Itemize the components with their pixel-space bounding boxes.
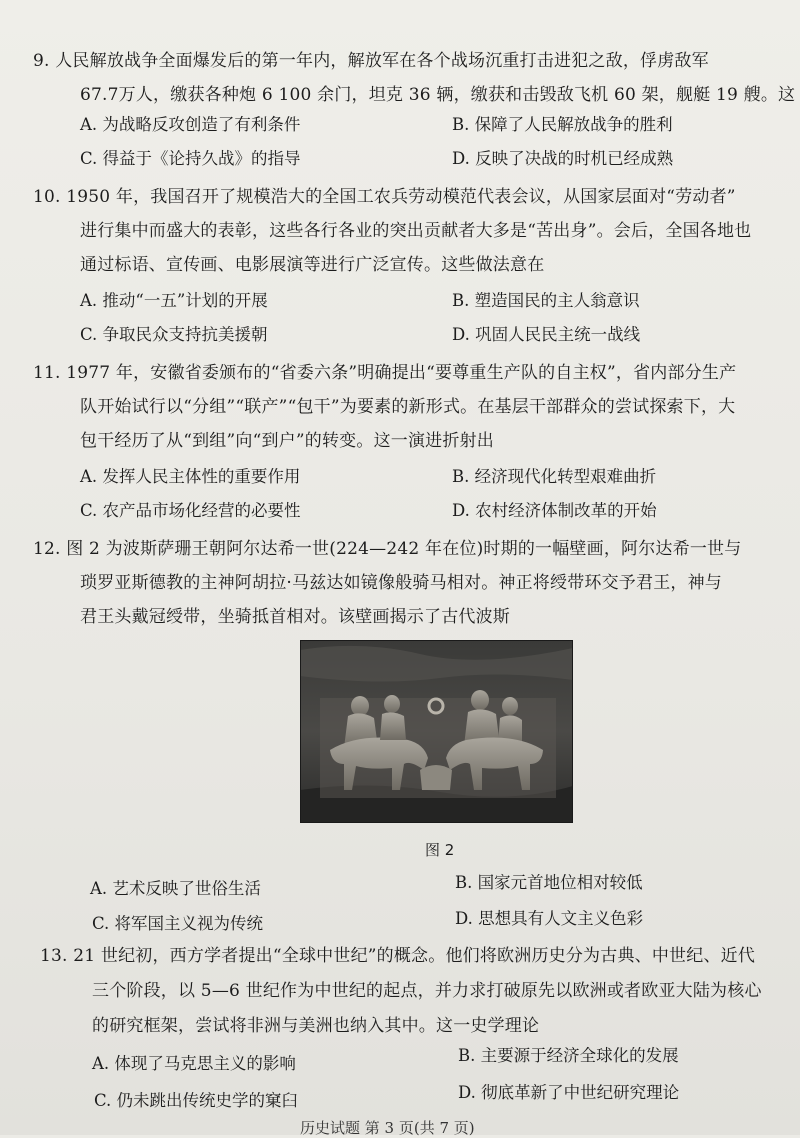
question-10-option-c: C. 争取民众支持抗美援朝: [80, 325, 268, 344]
question-10-line-1: 10. 1950 年，我国召开了规模浩大的全国工农兵劳动模范代表会议，从国家层面对“劳动者”: [33, 187, 736, 207]
question-13-line-2: 三个阶段，以 5—6 世纪作为中世纪的起点，并力求打破原先以欧洲或者欧亚大陆为核心: [92, 981, 762, 1001]
question-12-option-a: A. 艺术反映了世俗生活: [90, 879, 261, 898]
question-9-option-b: B. 保障了人民解放战争的胜利: [452, 115, 673, 134]
question-10-line-3: 通过标语、宣传画、电影展演等进行广泛宣传。这些做法意在: [80, 255, 545, 275]
question-11-option-b: B. 经济现代化转型艰难曲折: [452, 467, 657, 486]
question-13-option-a: A. 体现了马克思主义的影响: [92, 1054, 296, 1073]
question-13-option-d: D. 彻底革新了中世纪研究理论: [458, 1083, 680, 1102]
question-11-line-1: 11. 1977 年，安徽省委颁布的“省委六条”明确提出“要尊重生产队的自主权”，省内部分生产: [33, 363, 737, 383]
question-10-option-b: B. 塑造国民的主人翁意识: [452, 291, 640, 310]
question-13-option-b: B. 主要源于经济全球化的发展: [458, 1046, 679, 1065]
question-11-line-3: 包干经历了从“到组”向“到户”的转变。这一演进折射出: [80, 431, 494, 451]
question-11-option-c: C. 农产品市场化经营的必要性: [80, 501, 301, 520]
question-10-option-a: A. 推动“一五”计划的开展: [80, 291, 268, 310]
relief-figure-drawing: [300, 640, 573, 823]
question-13-option-c: C. 仍未跳出传统史学的窠臼: [94, 1091, 299, 1110]
question-12-line-1: 12. 图 2 为波斯萨珊王朝阿尔达希一世(224—242 年在位)时期的一幅壁画，阿尔达希一世与: [33, 539, 742, 559]
question-12-line-2: 琐罗亚斯德教的主神阿胡拉·马兹达如镜像般骑马相对。神正将绶带环交予君王，神与: [80, 573, 723, 593]
question-9-line-2: 67.7万人，缴获各种炮 6 100 余门，坦克 36 辆，缴获和击毁敌飞机 60 架，舰艇 19 艘。这: [80, 85, 796, 105]
question-12-option-c: C. 将军国主义视为传统: [92, 914, 264, 933]
figure-caption: 图 2: [425, 841, 455, 859]
question-13-line-3: 的研究框架，尝试将非洲与美洲也纳入其中。这一史学理论: [92, 1016, 540, 1036]
question-11-option-a: A. 发挥人民主体性的重要作用: [80, 467, 301, 486]
question-11-line-2: 队开始试行以“分组”“联产”“包干”为要素的新形式。在基层干部群众的尝试探索下，大: [80, 397, 736, 417]
page-footer: 历史试题 第 3 页(共 7 页): [300, 1119, 475, 1137]
question-9-option-c: C. 得益于《论持久战》的指导: [80, 149, 301, 168]
question-12-option-d: D. 思想具有人文主义色彩: [455, 909, 644, 928]
question-13-line-1: 13. 21 世纪初，西方学者提出“全球中世纪”的概念。他们将欧洲历史分为古典、中世纪、近代: [40, 946, 756, 966]
question-12-line-3: 君王头戴冠绶带，坐骑抵首相对。该壁画揭示了古代波斯: [80, 607, 510, 627]
question-10-line-2: 进行集中而盛大的表彰，这些各行各业的突出贡献者大多是“苦出身”。会后，全国各地也: [80, 221, 752, 241]
question-9-option-d: D. 反映了决战的时机已经成熟: [452, 149, 674, 168]
question-9-option-a: A. 为战略反攻创造了有利条件: [80, 115, 301, 134]
relief-figure-image: [300, 640, 573, 823]
question-12-option-b: B. 国家元首地位相对较低: [455, 873, 643, 892]
question-10-option-d: D. 巩固人民民主统一战线: [452, 325, 641, 344]
question-11-option-d: D. 农村经济体制改革的开始: [452, 501, 657, 520]
question-9-line-1: 9. 人民解放战争全面爆发后的第一年内，解放军在各个战场沉重打击进犯之敌，俘虏敌军: [33, 51, 709, 71]
